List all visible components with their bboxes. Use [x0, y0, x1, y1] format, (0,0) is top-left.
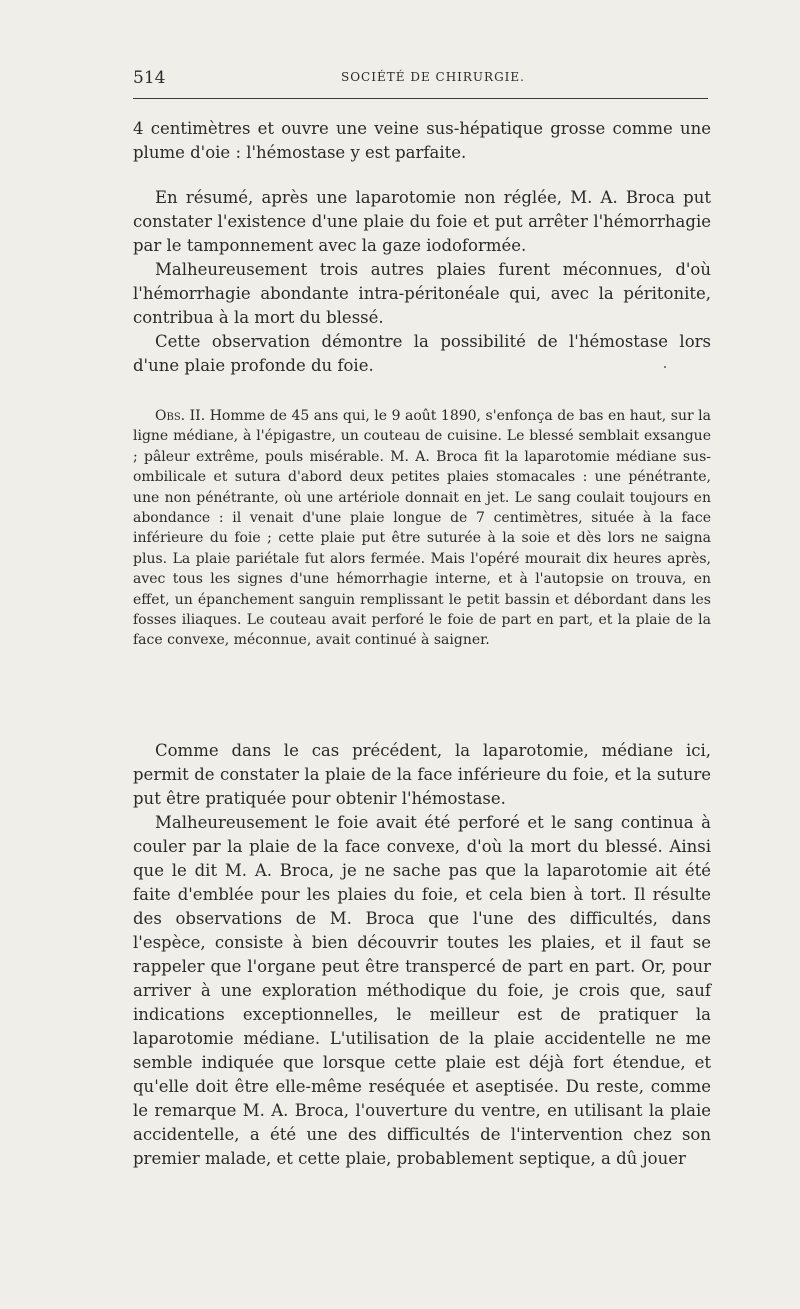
- page-number: 514: [133, 68, 166, 88]
- opening-paragraph: 4 centimètres et ouvre une veine sus-hépatique grosse comme une plume d'oie : l'hémostase y est parfaite.: [133, 119, 711, 162]
- summary-paragraph-1: En résumé, après une laparotomie non réglée, M. A. Broca put constater l'existence d'une plaie du foie et put arrêter l'hémorrhagie par le tamponnement avec la gaze iodoformée.: [133, 188, 711, 255]
- discussion-block: [133, 739, 711, 1171]
- observation-paragraph: [133, 406, 711, 651]
- discussion-paragraph-1: Comme dans le cas précédent, la laparotomie, médiane ici, permit de constater la plaie de la face inférieure du foie, et la suture put être pratiquée pour obtenir l'hémostase.: [133, 741, 711, 808]
- running-title: SOCIÉTÉ DE CHIRURGIE.: [341, 70, 525, 84]
- observation-block: [133, 406, 711, 651]
- summary-paragraph-3: Cette observation démontre la possibilité de l'hémostase lors d'une plaie profonde du foie.: [133, 332, 711, 375]
- summary-paragraph-2: Malheureusement trois autres plaies furent méconnues, d'où l'hémorrhagie abondante intra-péritonéale qui, avec la péritonite, contribua à la mort du blessé.: [133, 260, 711, 327]
- observation-text: Homme de 45 ans qui, le 9 août 1890, s'enfonça de bas en haut, sur la ligne médiane, à l'épigastre, un couteau de cuisine. Le blessé semblait exsangue ; pâleur extrême, pouls misérable. M. A. Broca fit la laparotomie médiane sus-ombilicale et sutura d'abord deux petites plaies stomacales : une pénétrante, une non pénétrante, où une artériole donnait en jet. Le sang coulait toujours en abondance : il venait d'une plaie longue de 7 centimètres, située à la face inférieure du foie ; cette plaie put être suturée à la soie et dès lors ne saigna plus. La plaie pariétale fut alors fermée. Mais l'opéré mourait dix heures après, avec tous les signes d'une hémorrhagie interne, et à l'autopsie on trouva, en effet, un épanchement sanguin remplissant le petit bassin et débordant dans les fosses iliaques. Le couteau avait perforé le foie de part en part, et la plaie de la face convexe, méconnue, avait continué à saigner.: [133, 408, 712, 649]
- opening-block: [133, 117, 711, 165]
- discussion-paragraph-2: Malheureusement le foie avait été perforé et le sang continua à couler par la plaie de la face convexe, d'où la mort du blessé. Ainsi que le dit M. A. Broca, je ne sache pas que la laparotomie ait été faite d'emblée pour les plaies du foie, et cela bien à tort. Il résulte des observations de M. Broca que l'une des difficultés, dans l'espèce, consiste à bien découvrir toutes les plaies, et il faut se rappeler que l'organe peut être transpercé de part en part. Or, pour arriver à une exploration méthodique du foie, je crois que, sauf indications exceptionnelles, le meilleur est de pratiquer la laparotomie médiane. L'utilisation de la plaie accidentelle ne me semble indiquée que lorsque cette plaie est déjà fort étendue, et qu'elle doit être elle-même reséquée et aseptisée. Du reste, comme le remarque M. A. Broca, l'ouverture du ventre, en utilisant la plaie accidentelle, a été une des difficultés de l'intervention chez son premier malade, et cette plaie, probablement septique, a dû jouer: [133, 813, 711, 1168]
- page-header: [133, 66, 708, 92]
- header-rule: [133, 98, 708, 99]
- observation-label: Obs. II.: [155, 408, 206, 424]
- summary-block: [133, 186, 711, 378]
- stray-mark: [664, 366, 666, 368]
